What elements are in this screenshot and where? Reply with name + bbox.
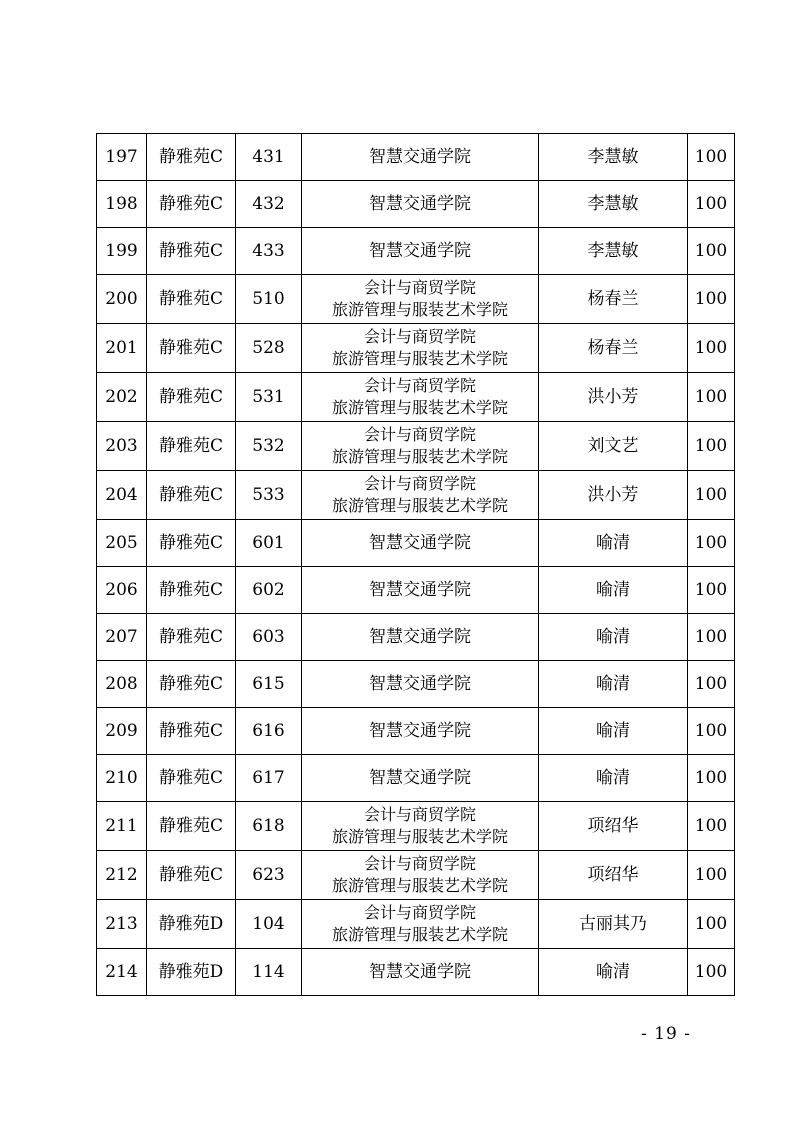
building-cell: 静雅苑C xyxy=(147,422,236,471)
manager-cell: 喻清 xyxy=(539,520,688,567)
score-cell: 100 xyxy=(688,471,735,520)
table-row xyxy=(97,181,735,228)
manager-cell: 杨春兰 xyxy=(539,324,688,373)
row-number-cell: 206 xyxy=(97,567,147,614)
college-cell xyxy=(302,520,539,567)
score-cell: 100 xyxy=(688,422,735,471)
table-row xyxy=(97,471,735,520)
college-cell xyxy=(302,324,539,373)
score-cell: 100 xyxy=(688,324,735,373)
building-cell: 静雅苑C xyxy=(147,851,236,900)
college-cell xyxy=(302,422,539,471)
table-row xyxy=(97,567,735,614)
college-name: 会计与商贸学院 xyxy=(363,278,476,297)
table-row xyxy=(97,661,735,708)
table-row xyxy=(97,755,735,802)
score-cell: 100 xyxy=(688,181,735,228)
row-number-cell: 208 xyxy=(97,661,147,708)
table-row xyxy=(97,275,735,324)
college-cell xyxy=(302,471,539,520)
table-row xyxy=(97,373,735,422)
room-number-cell: 114 xyxy=(236,949,302,996)
college-name: 智慧交通学院 xyxy=(369,627,471,647)
score-cell: 100 xyxy=(688,851,735,900)
building-cell: 静雅苑C xyxy=(147,373,236,422)
college-name: 智慧交通学院 xyxy=(369,962,471,982)
table-row xyxy=(97,949,735,996)
table-row xyxy=(97,802,735,851)
room-number-cell: 528 xyxy=(236,324,302,373)
row-number-cell: 203 xyxy=(97,422,147,471)
college-cell xyxy=(302,275,539,324)
manager-cell: 喻清 xyxy=(539,614,688,661)
building-cell: 静雅苑C xyxy=(147,755,236,802)
college-name: 会计与商贸学院 xyxy=(363,805,476,824)
building-cell: 静雅苑D xyxy=(147,900,236,949)
college-cell xyxy=(302,708,539,755)
college-name: 旅游管理与服装艺术学院 xyxy=(331,925,508,944)
building-cell: 静雅苑D xyxy=(147,949,236,996)
college-name: 会计与商贸学院 xyxy=(363,327,476,346)
score-cell: 100 xyxy=(688,134,735,181)
room-number-cell: 602 xyxy=(236,567,302,614)
score-cell: 100 xyxy=(688,755,735,802)
row-number-cell: 213 xyxy=(97,900,147,949)
dormitory-score-table xyxy=(96,133,735,996)
manager-cell: 洪小芳 xyxy=(539,373,688,422)
table-row xyxy=(97,134,735,181)
college-cell xyxy=(302,228,539,275)
row-number-cell: 204 xyxy=(97,471,147,520)
manager-cell: 项绍华 xyxy=(539,851,688,900)
row-number-cell: 214 xyxy=(97,949,147,996)
row-number-cell: 207 xyxy=(97,614,147,661)
table-row xyxy=(97,520,735,567)
room-number-cell: 615 xyxy=(236,661,302,708)
room-number-cell: 531 xyxy=(236,373,302,422)
room-number-cell: 433 xyxy=(236,228,302,275)
college-name: 智慧交通学院 xyxy=(369,194,471,214)
table-row xyxy=(97,422,735,471)
college-cell xyxy=(302,134,539,181)
score-cell: 100 xyxy=(688,228,735,275)
college-name: 会计与商贸学院 xyxy=(363,903,476,922)
row-number-cell: 210 xyxy=(97,755,147,802)
college-cell xyxy=(302,755,539,802)
room-number-cell: 623 xyxy=(236,851,302,900)
manager-cell: 喻清 xyxy=(539,708,688,755)
building-cell: 静雅苑C xyxy=(147,802,236,851)
score-cell: 100 xyxy=(688,661,735,708)
manager-cell: 项绍华 xyxy=(539,802,688,851)
building-cell: 静雅苑C xyxy=(147,708,236,755)
room-number-cell: 510 xyxy=(236,275,302,324)
score-cell: 100 xyxy=(688,708,735,755)
row-number-cell: 205 xyxy=(97,520,147,567)
row-number-cell: 209 xyxy=(97,708,147,755)
row-number-cell: 198 xyxy=(97,181,147,228)
college-name: 旅游管理与服装艺术学院 xyxy=(331,496,508,515)
college-cell xyxy=(302,614,539,661)
score-cell: 100 xyxy=(688,614,735,661)
college-cell xyxy=(302,661,539,708)
manager-cell: 刘文艺 xyxy=(539,422,688,471)
room-number-cell: 618 xyxy=(236,802,302,851)
college-name: 智慧交通学院 xyxy=(369,241,471,261)
score-cell: 100 xyxy=(688,567,735,614)
building-cell: 静雅苑C xyxy=(147,661,236,708)
building-cell: 静雅苑C xyxy=(147,228,236,275)
manager-cell: 洪小芳 xyxy=(539,471,688,520)
college-cell xyxy=(302,802,539,851)
room-number-cell: 616 xyxy=(236,708,302,755)
college-name: 旅游管理与服装艺术学院 xyxy=(331,349,508,368)
room-number-cell: 533 xyxy=(236,471,302,520)
college-name: 智慧交通学院 xyxy=(369,721,471,741)
row-number-cell: 201 xyxy=(97,324,147,373)
college-name: 智慧交通学院 xyxy=(369,580,471,600)
building-cell: 静雅苑C xyxy=(147,275,236,324)
college-name: 旅游管理与服装艺术学院 xyxy=(331,876,508,895)
manager-cell: 喻清 xyxy=(539,661,688,708)
manager-cell: 李慧敏 xyxy=(539,134,688,181)
manager-cell: 喻清 xyxy=(539,949,688,996)
score-cell: 100 xyxy=(688,520,735,567)
score-cell: 100 xyxy=(688,949,735,996)
row-number-cell: 212 xyxy=(97,851,147,900)
college-cell xyxy=(302,373,539,422)
manager-cell: 喻清 xyxy=(539,755,688,802)
score-cell: 100 xyxy=(688,900,735,949)
college-cell xyxy=(302,567,539,614)
manager-cell: 古丽其乃 xyxy=(539,900,688,949)
table-row xyxy=(97,708,735,755)
score-cell: 100 xyxy=(688,373,735,422)
college-name: 智慧交通学院 xyxy=(369,533,471,553)
page-number: - 19 - xyxy=(641,1024,691,1044)
manager-cell: 杨春兰 xyxy=(539,275,688,324)
row-number-cell: 199 xyxy=(97,228,147,275)
building-cell: 静雅苑C xyxy=(147,134,236,181)
building-cell: 静雅苑C xyxy=(147,324,236,373)
college-name: 智慧交通学院 xyxy=(369,768,471,788)
college-name: 旅游管理与服装艺术学院 xyxy=(331,447,508,466)
college-name: 旅游管理与服装艺术学院 xyxy=(331,300,508,319)
score-cell: 100 xyxy=(688,275,735,324)
building-cell: 静雅苑C xyxy=(147,567,236,614)
building-cell: 静雅苑C xyxy=(147,614,236,661)
room-number-cell: 104 xyxy=(236,900,302,949)
building-cell: 静雅苑C xyxy=(147,520,236,567)
table-row xyxy=(97,851,735,900)
room-number-cell: 431 xyxy=(236,134,302,181)
table-body xyxy=(97,134,735,996)
table-row xyxy=(97,228,735,275)
college-name: 会计与商贸学院 xyxy=(363,854,476,873)
building-cell: 静雅苑C xyxy=(147,181,236,228)
manager-cell: 喻清 xyxy=(539,567,688,614)
room-number-cell: 603 xyxy=(236,614,302,661)
room-number-cell: 617 xyxy=(236,755,302,802)
college-name: 旅游管理与服装艺术学院 xyxy=(331,827,508,846)
room-number-cell: 601 xyxy=(236,520,302,567)
table-row xyxy=(97,614,735,661)
room-number-cell: 432 xyxy=(236,181,302,228)
row-number-cell: 200 xyxy=(97,275,147,324)
building-cell: 静雅苑C xyxy=(147,471,236,520)
table-row xyxy=(97,324,735,373)
college-name: 智慧交通学院 xyxy=(369,674,471,694)
row-number-cell: 202 xyxy=(97,373,147,422)
college-cell xyxy=(302,900,539,949)
college-cell xyxy=(302,181,539,228)
table-row xyxy=(97,900,735,949)
college-name: 会计与商贸学院 xyxy=(363,474,476,493)
row-number-cell: 211 xyxy=(97,802,147,851)
college-name: 智慧交通学院 xyxy=(369,147,471,167)
college-name: 旅游管理与服装艺术学院 xyxy=(331,398,508,417)
college-cell xyxy=(302,949,539,996)
room-number-cell: 532 xyxy=(236,422,302,471)
manager-cell: 李慧敏 xyxy=(539,181,688,228)
score-cell: 100 xyxy=(688,802,735,851)
manager-cell: 李慧敏 xyxy=(539,228,688,275)
row-number-cell: 197 xyxy=(97,134,147,181)
college-cell xyxy=(302,851,539,900)
college-name: 会计与商贸学院 xyxy=(363,425,476,444)
college-name: 会计与商贸学院 xyxy=(363,376,476,395)
